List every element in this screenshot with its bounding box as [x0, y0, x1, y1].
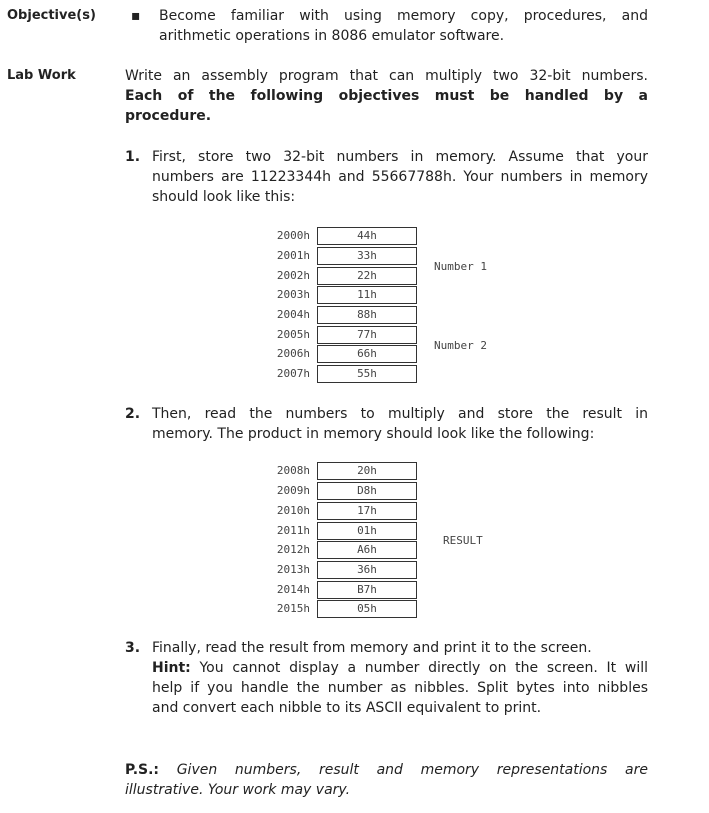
- memory-address: 2005h: [276, 328, 310, 341]
- objectives-text-line-2: arithmetic operations in 8086 emulator software.: [159, 28, 505, 44]
- memory-cell: 66h: [317, 345, 417, 363]
- memory-cell: 01h: [317, 522, 417, 540]
- memory-address: 2002h: [276, 269, 310, 282]
- memory-address: 2015h: [276, 602, 310, 615]
- memory-address: 2003h: [276, 288, 310, 301]
- memory-address: 2000h: [276, 229, 310, 242]
- memory-address: 2001h: [276, 249, 310, 262]
- objectives-heading: Objective(s): [7, 8, 96, 23]
- step-3-line-1: Finally, read the result from memory and print it to the screen.: [152, 640, 592, 656]
- memory-address: 2013h: [276, 563, 310, 576]
- step-3-hint-line-2: help if you handle the number as nibbles. Split bytes into nibbles: [152, 680, 648, 696]
- memory-cell: D8h: [317, 482, 417, 500]
- memory-address: 2007h: [276, 367, 310, 380]
- bullet-icon: ▪: [131, 8, 141, 24]
- memory-cell: 20h: [317, 462, 417, 480]
- number-1-label: Number 1: [434, 260, 487, 273]
- lab-work-heading: Lab Work: [7, 68, 76, 83]
- memory-cell: 88h: [317, 306, 417, 324]
- memory-address: 2004h: [276, 308, 310, 321]
- step-2-number: 2.: [125, 406, 141, 422]
- memory-address: 2009h: [276, 484, 310, 497]
- ps-label: P.S.:: [125, 762, 160, 778]
- ps-line-2: illustrative. Your work may vary.: [125, 782, 351, 798]
- ps-text: Given numbers, result and memory representations are: [176, 762, 648, 778]
- step-1-line-1: First, store two 32-bit numbers in memory. Assume that your: [152, 149, 648, 165]
- hint-label: Hint:: [152, 660, 191, 676]
- memory-cell: A6h: [317, 541, 417, 559]
- ps-line-1: [125, 760, 648, 780]
- memory-cell: 22h: [317, 267, 417, 285]
- memory-cell: 55h: [317, 365, 417, 383]
- step-1-line-2: numbers are 11223344h and 55667788h. Your numbers in memory: [152, 169, 648, 185]
- result-label: RESULT: [443, 534, 483, 547]
- memory-address: 2012h: [276, 543, 310, 556]
- lab-work-line-2: Each of the following objectives must be handled by a: [125, 88, 648, 104]
- number-2-label: Number 2: [434, 339, 487, 352]
- memory-address: 2011h: [276, 524, 310, 537]
- memory-cell: 36h: [317, 561, 417, 579]
- hint-text: You cannot display a number directly on the screen. It will: [199, 660, 648, 676]
- memory-cell: 77h: [317, 326, 417, 344]
- memory-address: 2006h: [276, 347, 310, 360]
- objectives-text-line-1: Become familiar with using memory copy, procedures, and: [159, 8, 648, 24]
- memory-address: 2014h: [276, 583, 310, 596]
- lab-work-line-1: Write an assembly program that can multiply two 32-bit numbers.: [125, 68, 648, 84]
- step-2-line-1: Then, read the numbers to multiply and store the result in: [152, 406, 648, 422]
- step-1-line-3: should look like this:: [152, 189, 296, 205]
- lab-work-line-3: procedure.: [125, 108, 212, 124]
- step-3-hint-line-1: [152, 658, 648, 678]
- step-1-number: 1.: [125, 149, 141, 165]
- memory-cell: B7h: [317, 581, 417, 599]
- memory-cell: 33h: [317, 247, 417, 265]
- step-3-number: 3.: [125, 640, 141, 656]
- memory-address: 2008h: [276, 464, 310, 477]
- step-2-line-2: memory. The product in memory should look like the following:: [152, 426, 595, 442]
- step-3-hint-line-3: and convert each nibble to its ASCII equivalent to print.: [152, 700, 542, 716]
- memory-cell: 11h: [317, 286, 417, 304]
- memory-cell: 44h: [317, 227, 417, 245]
- memory-cell: 05h: [317, 600, 417, 618]
- memory-address: 2010h: [276, 504, 310, 517]
- memory-cell: 17h: [317, 502, 417, 520]
